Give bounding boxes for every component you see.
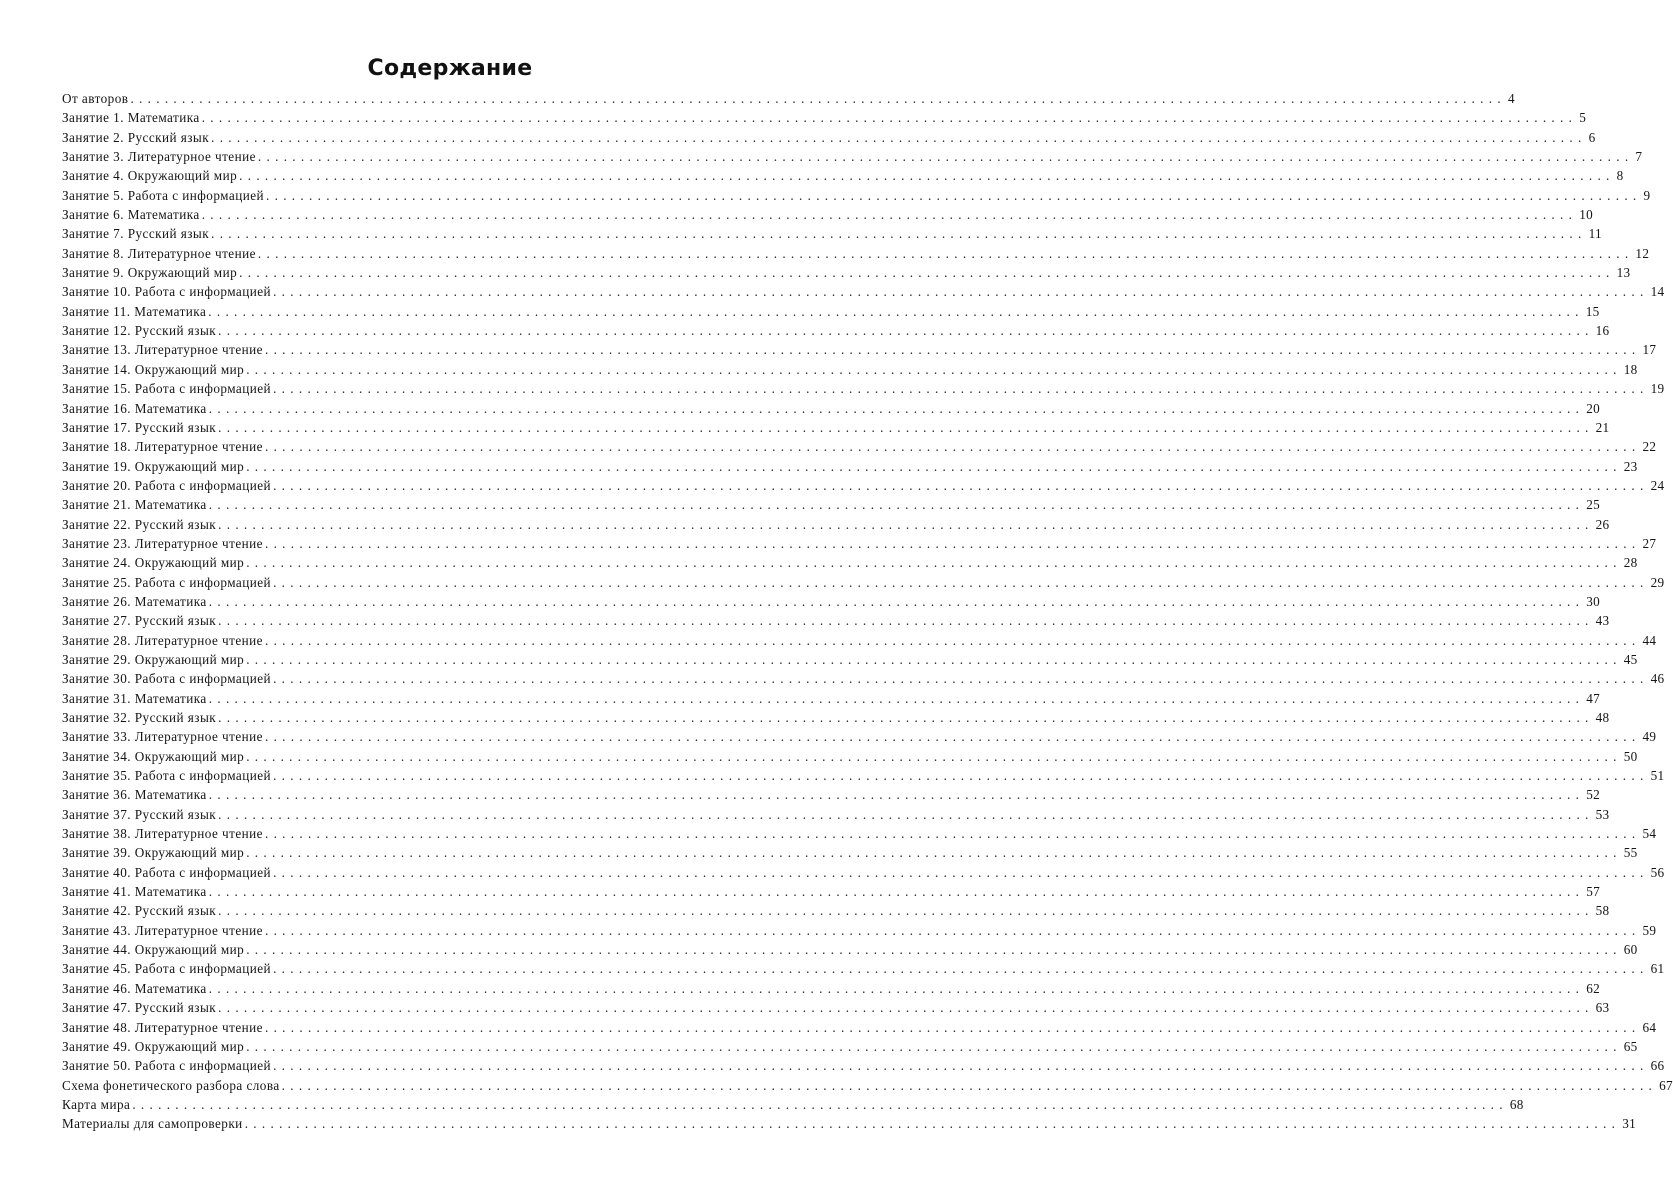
toc-entry-title: Занятие 21. Математика — [62, 497, 207, 513]
toc-entry — [62, 766, 1665, 785]
toc-entry-page-number: 13 — [1616, 265, 1631, 281]
dot-leader: ................................................................................................................................................................ — [257, 245, 1634, 261]
toc-entry — [62, 128, 1596, 147]
dot-leader: ................................................................................................................................................................ — [246, 845, 1622, 861]
toc-entry-title: Занятие 30. Работа с информацией — [62, 671, 272, 687]
toc-entry — [62, 921, 1657, 940]
toc-entry — [62, 669, 1665, 688]
toc-entry — [62, 553, 1638, 572]
toc-entry-page-number: 58 — [1595, 903, 1610, 919]
dot-leader: ................................................................................................................................................................ — [273, 864, 1649, 880]
toc-entry-page-number: 63 — [1595, 1000, 1610, 1016]
toc-entry-page-number: 31 — [1622, 1116, 1636, 1132]
toc-entry-title: Занятие 1. Математика — [62, 110, 200, 126]
toc-entry-page-number: 61 — [1650, 961, 1665, 977]
dot-leader: ................................................................................................................................................................ — [264, 342, 1641, 358]
toc-entry-title: Занятие 24. Окружающий мир — [62, 555, 245, 571]
toc-entry-title: Занятие 48. Литературное чтение — [62, 1019, 263, 1035]
toc-entry-title: Занятие 49. Окружающий мир — [62, 1038, 245, 1054]
toc-entry-page-number: 57 — [1586, 884, 1601, 900]
toc-entry-title: Занятие 39. Окружающий мир — [62, 845, 245, 861]
page-title: Содержание — [367, 56, 533, 81]
dot-leader: ................................................................................................................................................................ — [239, 168, 1615, 184]
dot-leader: ................................................................................................................................................................ — [273, 284, 1649, 300]
toc-entry-page-number: 48 — [1595, 710, 1610, 725]
dot-leader: ................................................................................................................................................................ — [218, 710, 1594, 725]
dot-leader: ................................................................................................................................................................ — [246, 458, 1622, 474]
toc-entry-page-number: 12 — [1635, 245, 1650, 261]
toc-entry — [62, 824, 1657, 843]
toc-entry-title: Занятие 18. Литературное чтение — [62, 439, 263, 455]
toc-entry-title: Занятие 8. Литературное чтение — [62, 245, 256, 261]
toc-entry-page-number: 9 — [1643, 187, 1651, 203]
toc-entry-page-number: 54 — [1642, 826, 1657, 842]
toc-entry-page-number: 51 — [1650, 768, 1665, 784]
dot-leader: ................................................................................................................................................................ — [273, 768, 1649, 784]
toc-entry — [62, 863, 1665, 882]
toc-entry-page-number: 28 — [1623, 555, 1638, 571]
toc-entry — [62, 573, 1665, 592]
toc-entry — [62, 457, 1638, 476]
toc-entry-page-number: 11 — [1588, 226, 1602, 242]
dot-leader: ................................................................................................................................................................ — [208, 303, 1584, 319]
toc-entry-title: Занятие 31. Математика — [62, 690, 207, 706]
toc-entry-title: Схема фонетического разбора слова — [62, 1077, 280, 1093]
toc-entry-page-number: 30 — [1586, 593, 1601, 609]
toc-entry-page-number: 6 — [1588, 129, 1596, 145]
toc-entry-title: Занятие 38. Литературное чтение — [62, 826, 263, 842]
dot-leader: ................................................................................................................................................................ — [211, 226, 1587, 242]
dot-leader: ................................................................................................................................................................ — [246, 555, 1622, 571]
dot-leader: ................................................................................................................................................................ — [264, 922, 1641, 938]
toc-entry-title: Занятие 45. Работа с информацией — [62, 961, 272, 977]
toc-entry — [62, 1018, 1657, 1037]
toc-entry-page-number: 19 — [1650, 381, 1665, 397]
toc-entry-title: Занятие 10. Работа с информацией — [62, 284, 272, 300]
toc-entry-title: Занятие 26. Математика — [62, 593, 207, 609]
toc-entry-page-number: 15 — [1585, 303, 1600, 319]
dot-leader: ................................................................................................................................................................ — [264, 1019, 1641, 1035]
toc-entry — [62, 689, 1601, 708]
dot-leader: ................................................................................................................................................................ — [218, 806, 1594, 822]
toc-entry-page-number: 27 — [1642, 535, 1657, 551]
toc-entry-page-number: 49 — [1642, 729, 1657, 745]
toc-entry-title: Занятие 42. Русский язык — [62, 903, 217, 919]
toc-entry — [62, 727, 1657, 746]
toc-entry-page-number: 25 — [1586, 497, 1601, 513]
toc-entry — [62, 592, 1601, 611]
toc-entry — [62, 108, 1587, 127]
toc-entry — [62, 282, 1665, 301]
toc-entry-title: Занятие 2. Русский язык — [62, 129, 210, 145]
toc-entry-title: Занятие 50. Работа с информацией — [62, 1058, 272, 1074]
toc-entry — [62, 495, 1601, 514]
toc-entry — [62, 263, 1631, 282]
toc-entry-title: Занятие 6. Математика — [62, 207, 200, 223]
toc-entry-page-number: 45 — [1623, 651, 1638, 667]
toc-entry-page-number: 22 — [1642, 439, 1657, 455]
toc-entry-title: Карта мира — [62, 1096, 131, 1112]
toc-entry-page-number: 50 — [1623, 748, 1638, 764]
toc-entry — [62, 89, 1515, 108]
toc-entry-page-number: 26 — [1595, 516, 1610, 532]
toc-entry-page-number: 20 — [1586, 400, 1601, 416]
toc-entry-title: Занятие 34. Окружающий мир — [62, 748, 245, 764]
toc-entry-title: Материалы для самопроверки — [62, 1116, 243, 1132]
toc-entry-title: Занятие 35. Работа с информацией — [62, 768, 272, 784]
toc-entry — [62, 166, 1624, 185]
dot-leader: ................................................................................................................................................................ — [218, 613, 1594, 629]
toc-entry-title: Занятие 16. Математика — [62, 400, 207, 416]
dot-leader: ................................................................................................................................................................ — [244, 1116, 1621, 1132]
dot-leader: ................................................................................................................................................................ — [208, 884, 1585, 900]
dot-leader: ................................................................................................................................................................ — [218, 323, 1594, 339]
toc-entry-page-number: 7 — [1635, 149, 1643, 165]
toc-entry-page-number: 21 — [1595, 419, 1610, 435]
dot-leader: ................................................................................................................................................................ — [273, 381, 1649, 397]
toc-entry — [62, 476, 1665, 495]
dot-leader: ................................................................................................................................................................ — [201, 207, 1578, 223]
dot-leader: ................................................................................................................................................................ — [264, 535, 1641, 551]
toc-entry-title: Занятие 33. Литературное чтение — [62, 729, 263, 745]
toc-entry-page-number: 47 — [1586, 690, 1601, 706]
dot-leader: ................................................................................................................................................................ — [208, 690, 1585, 706]
toc-entry-title: Занятие 17. Русский язык — [62, 419, 217, 435]
dot-leader: ................................................................................................................................................................ — [201, 110, 1578, 126]
toc-entry-page-number: 10 — [1579, 207, 1593, 223]
toc-entry-title: Занятие 46. Математика — [62, 980, 207, 996]
dot-leader: ................................................................................................................................................................ — [273, 1058, 1649, 1074]
toc-entry — [62, 205, 1593, 224]
dot-leader: ................................................................................................................................................................ — [239, 265, 1615, 281]
toc-entry-page-number: 56 — [1650, 864, 1665, 880]
dot-leader: ................................................................................................................................................................ — [218, 419, 1594, 435]
toc-entry-title: Занятие 15. Работа с информацией — [62, 381, 272, 397]
toc-entry-page-number: 65 — [1623, 1038, 1638, 1054]
toc-entry — [62, 437, 1657, 456]
toc-entry-page-number: 59 — [1642, 922, 1657, 938]
toc-entry — [62, 340, 1657, 359]
toc-entry — [62, 360, 1638, 379]
dot-leader: ................................................................................................................................................................ — [264, 826, 1641, 842]
toc-entry-title: Занятие 25. Работа с информацией — [62, 574, 272, 590]
toc-entry-title: Занятие 14. Окружающий мир — [62, 361, 245, 377]
dot-leader: ................................................................................................................................................................ — [264, 729, 1641, 745]
toc-entry — [62, 1095, 1524, 1114]
dot-leader: ................................................................................................................................................................ — [246, 361, 1622, 377]
toc-entry-page-number: 62 — [1586, 980, 1601, 996]
toc-entry-page-number: 64 — [1642, 1019, 1657, 1035]
toc-entry — [62, 186, 1651, 205]
toc-entry-title: Занятие 12. Русский язык — [62, 323, 217, 339]
toc-entry — [62, 882, 1601, 901]
toc-entry-page-number: 14 — [1650, 284, 1665, 300]
toc-entry-title: Занятие 3. Литературное чтение — [62, 149, 256, 165]
dot-leader: ................................................................................................................................................................ — [264, 632, 1641, 648]
toc-entry — [62, 611, 1610, 630]
toc-entry-page-number: 46 — [1650, 671, 1665, 687]
toc-entry — [62, 244, 1650, 263]
dot-leader: ................................................................................................................................................................ — [273, 574, 1649, 590]
toc-entry-title: Занятие 40. Работа с информацией — [62, 864, 272, 880]
table-of-contents — [62, 89, 1673, 1134]
toc-entry — [62, 959, 1665, 978]
toc-entry-page-number: 44 — [1642, 632, 1657, 648]
toc-entry — [62, 534, 1657, 553]
toc-entry — [62, 321, 1610, 340]
toc-entry-page-number: 5 — [1579, 110, 1587, 126]
dot-leader: ................................................................................................................................................................ — [208, 400, 1585, 416]
toc-entry-page-number: 18 — [1623, 361, 1638, 377]
toc-entry-page-number: 24 — [1650, 477, 1665, 493]
toc-entry-page-number: 68 — [1509, 1096, 1524, 1112]
toc-entry-page-number: 17 — [1642, 342, 1657, 358]
dot-leader: ................................................................................................................................................................ — [208, 980, 1585, 996]
dot-leader: ................................................................................................................................................................ — [257, 149, 1634, 165]
toc-entry-page-number: 66 — [1650, 1058, 1665, 1074]
toc-entry — [62, 1037, 1638, 1056]
toc-entry-page-number: 55 — [1623, 845, 1638, 861]
toc-entry-title: Занятие 37. Русский язык — [62, 806, 217, 822]
toc-entry-title: Занятие 41. Математика — [62, 884, 207, 900]
toc-entry-title: Занятие 43. Литературное чтение — [62, 922, 263, 938]
toc-entry-title: От авторов — [62, 91, 129, 106]
toc-entry-title: Занятие 22. Русский язык — [62, 516, 217, 532]
dot-leader: ................................................................................................................................................................ — [281, 1077, 1658, 1093]
dot-leader: ................................................................................................................................................................ — [211, 129, 1587, 145]
toc-entry-title: Занятие 36. Математика — [62, 787, 207, 803]
dot-leader: ................................................................................................................................................................ — [273, 961, 1649, 977]
dot-leader: ................................................................................................................................................................ — [264, 439, 1641, 455]
dot-leader: ................................................................................................................................................................ — [266, 187, 1642, 203]
toc-entry — [62, 1076, 1673, 1095]
toc-entry — [62, 708, 1610, 727]
toc-entry-title: Занятие 29. Окружающий мир — [62, 651, 245, 667]
toc-entry — [62, 843, 1638, 862]
toc-entry-title: Занятие 32. Русский язык — [62, 710, 217, 725]
toc-entry — [62, 418, 1610, 437]
toc-entry-page-number: 23 — [1623, 458, 1638, 474]
toc-entry-page-number: 53 — [1595, 806, 1610, 822]
toc-entry-title: Занятие 23. Литературное чтение — [62, 535, 263, 551]
toc-entry-page-number: 4 — [1507, 91, 1515, 106]
dot-leader: ................................................................................................................................................................ — [208, 497, 1585, 513]
toc-entry-page-number: 60 — [1623, 942, 1638, 958]
toc-entry-title: Занятие 7. Русский язык — [62, 226, 210, 242]
toc-entry — [62, 631, 1657, 650]
toc-entry-title: Занятие 5. Работа с информацией — [62, 187, 265, 203]
toc-entry-title: Занятие 20. Работа с информацией — [62, 477, 272, 493]
toc-entry-title: Занятие 19. Окружающий мир — [62, 458, 245, 474]
toc-entry-page-number: 8 — [1616, 168, 1624, 184]
dot-leader: ................................................................................................................................................................ — [132, 1096, 1508, 1112]
toc-entry — [62, 399, 1601, 418]
toc-entry — [62, 1056, 1665, 1075]
dot-leader: ................................................................................................................................................................ — [246, 942, 1622, 958]
toc-entry — [62, 224, 1602, 243]
toc-entry — [62, 979, 1601, 998]
dot-leader: ................................................................................................................................................................ — [208, 593, 1585, 609]
toc-entry-title: Занятие 11. Математика — [62, 303, 207, 319]
dot-leader: ................................................................................................................................................................ — [273, 671, 1649, 687]
toc-entry — [62, 650, 1638, 669]
toc-entry — [62, 785, 1601, 804]
toc-entry-title: Занятие 27. Русский язык — [62, 613, 217, 629]
toc-entry-page-number: 52 — [1586, 787, 1601, 803]
toc-entry-page-number: 16 — [1595, 323, 1610, 339]
toc-entry — [62, 901, 1610, 920]
toc-entry — [62, 805, 1610, 824]
toc-entry — [62, 515, 1610, 534]
toc-entry — [62, 998, 1610, 1017]
toc-entry — [62, 379, 1665, 398]
dot-leader: ................................................................................................................................................................ — [218, 516, 1594, 532]
dot-leader: ................................................................................................................................................................ — [218, 1000, 1594, 1016]
dot-leader: ................................................................................................................................................................ — [246, 651, 1622, 667]
dot-leader: ................................................................................................................................................................ — [246, 748, 1622, 764]
toc-entry-title: Занятие 44. Окружающий мир — [62, 942, 245, 958]
toc-entry-title: Занятие 9. Окружающий мир — [62, 265, 238, 281]
dot-leader: ................................................................................................................................................................ — [246, 1038, 1622, 1054]
dot-leader: ................................................................................................................................................................ — [218, 903, 1594, 919]
toc-entry-title: Занятие 13. Литературное чтение — [62, 342, 263, 358]
toc-entry-page-number: 29 — [1650, 574, 1665, 590]
toc-entry-title: Занятие 4. Окружающий мир — [62, 168, 238, 184]
dot-leader: ................................................................................................................................................................ — [208, 787, 1585, 803]
toc-entry — [62, 940, 1638, 959]
toc-entry-page-number: 43 — [1595, 613, 1610, 629]
dot-leader: ................................................................................................................................................................ — [273, 477, 1649, 493]
dot-leader: ................................................................................................................................................................ — [130, 91, 1506, 106]
toc-entry-title: Занятие 47. Русский язык — [62, 1000, 217, 1016]
toc-entry — [62, 1114, 1636, 1133]
toc-entry — [62, 147, 1643, 166]
toc-entry-title: Занятие 28. Литературное чтение — [62, 632, 263, 648]
toc-entry — [62, 747, 1638, 766]
toc-entry-page-number: 67 — [1659, 1077, 1673, 1093]
toc-entry — [62, 302, 1600, 321]
